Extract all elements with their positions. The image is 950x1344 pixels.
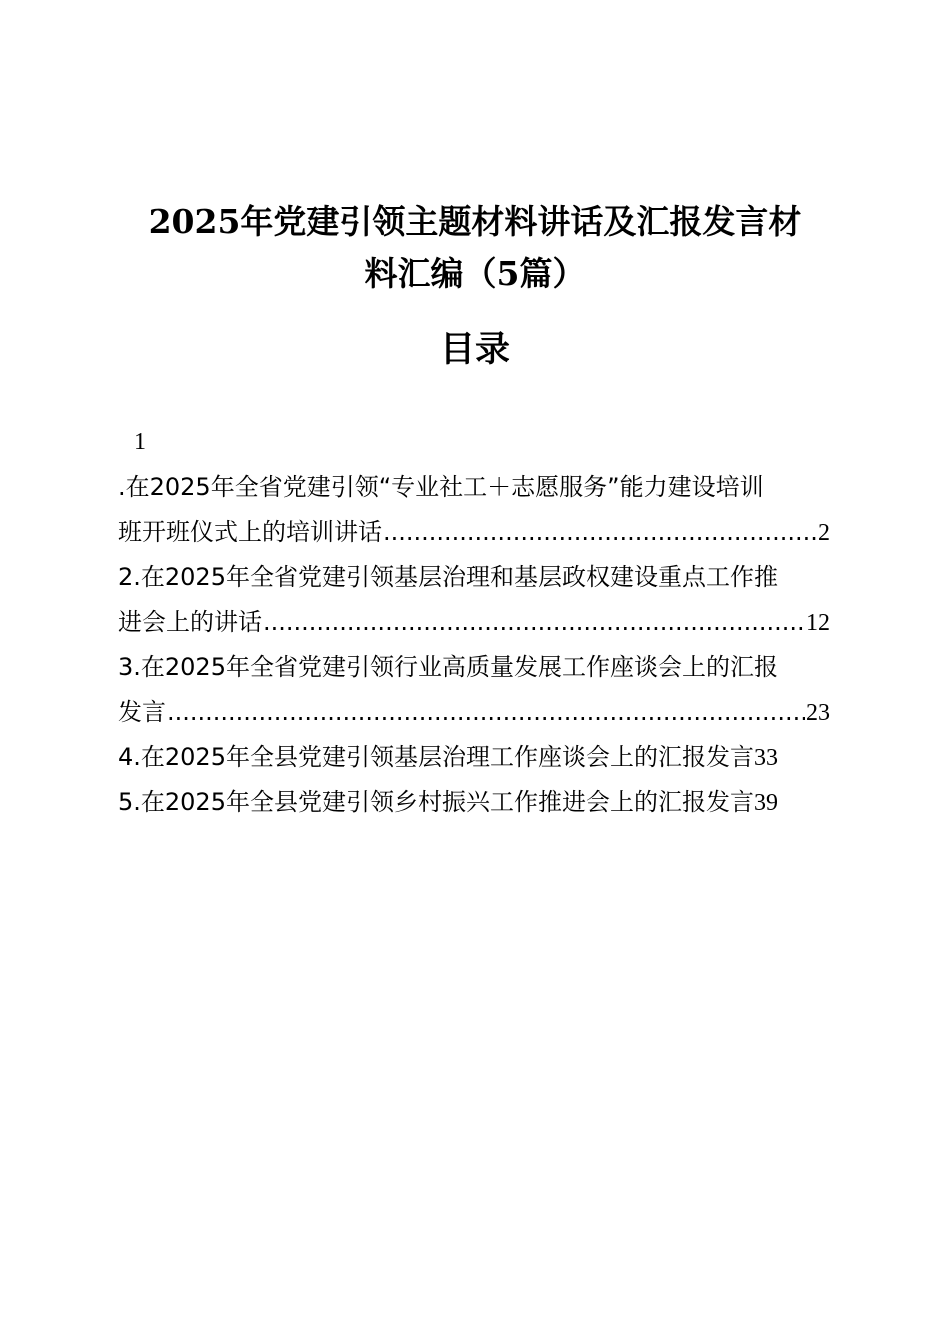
- toc-entry-3-text[interactable]: 3.在2025年全省党建引领行业高质量发展工作座谈会上的汇报: [118, 653, 778, 681]
- document-title: [95, 196, 855, 300]
- toc-entry-5-line[interactable]: [118, 780, 830, 825]
- toc-entry-2-line-2[interactable]: [118, 600, 830, 645]
- toc-entry-2-text-cont[interactable]: 进会上的讲话: [118, 608, 262, 636]
- toc-entry-4-line[interactable]: [118, 735, 830, 780]
- toc-entry-1-line-1[interactable]: [118, 465, 830, 510]
- toc-leader-dots: [167, 690, 805, 735]
- toc-entry-2-text[interactable]: 2.在2025年全省党建引领基层治理和基层政权建设重点工作推: [118, 563, 778, 591]
- toc-entry-1-number: 1: [134, 429, 146, 455]
- table-of-contents: [118, 420, 830, 825]
- toc-entry-3-line-1[interactable]: [118, 645, 830, 690]
- toc-entry-5-page[interactable]: 39: [753, 790, 778, 816]
- document-title-line-2: 料汇编（5篇）: [364, 254, 586, 293]
- toc-heading: 目录: [439, 329, 510, 370]
- toc-entry-2-line-1[interactable]: [118, 555, 830, 600]
- toc-entry-3-line-2[interactable]: [118, 690, 830, 735]
- toc-entry-1-line-2[interactable]: [118, 510, 830, 555]
- toc-entry-5-text[interactable]: 5.在2025年全县党建引领乡村振兴工作推进会上的汇报发言: [118, 788, 754, 816]
- toc-leader-dots: [263, 600, 805, 645]
- toc-entry-4-text[interactable]: 4.在2025年全县党建引领基层治理工作座谈会上的汇报发言: [118, 743, 754, 771]
- document-title-line-1: 2025年党建引领主题材料讲话及汇报发言材: [148, 202, 802, 241]
- toc-entry-3-text-cont[interactable]: 发言: [118, 698, 166, 726]
- toc-entry-3-page[interactable]: 23: [806, 700, 830, 726]
- toc-leader-dots: [383, 510, 817, 555]
- toc-entry-1-number-line: [118, 420, 830, 465]
- toc-entry-1-page[interactable]: 2: [818, 520, 830, 546]
- toc-entry-4-page[interactable]: 33: [753, 745, 778, 771]
- toc-entry-1-text[interactable]: .在2025年全省党建引领“专业社工＋志愿服务”能力建设培训: [118, 473, 764, 501]
- toc-entry-1-text-cont[interactable]: 班开班仪式上的培训讲话: [118, 518, 382, 546]
- toc-entry-2-page[interactable]: 12: [806, 610, 830, 636]
